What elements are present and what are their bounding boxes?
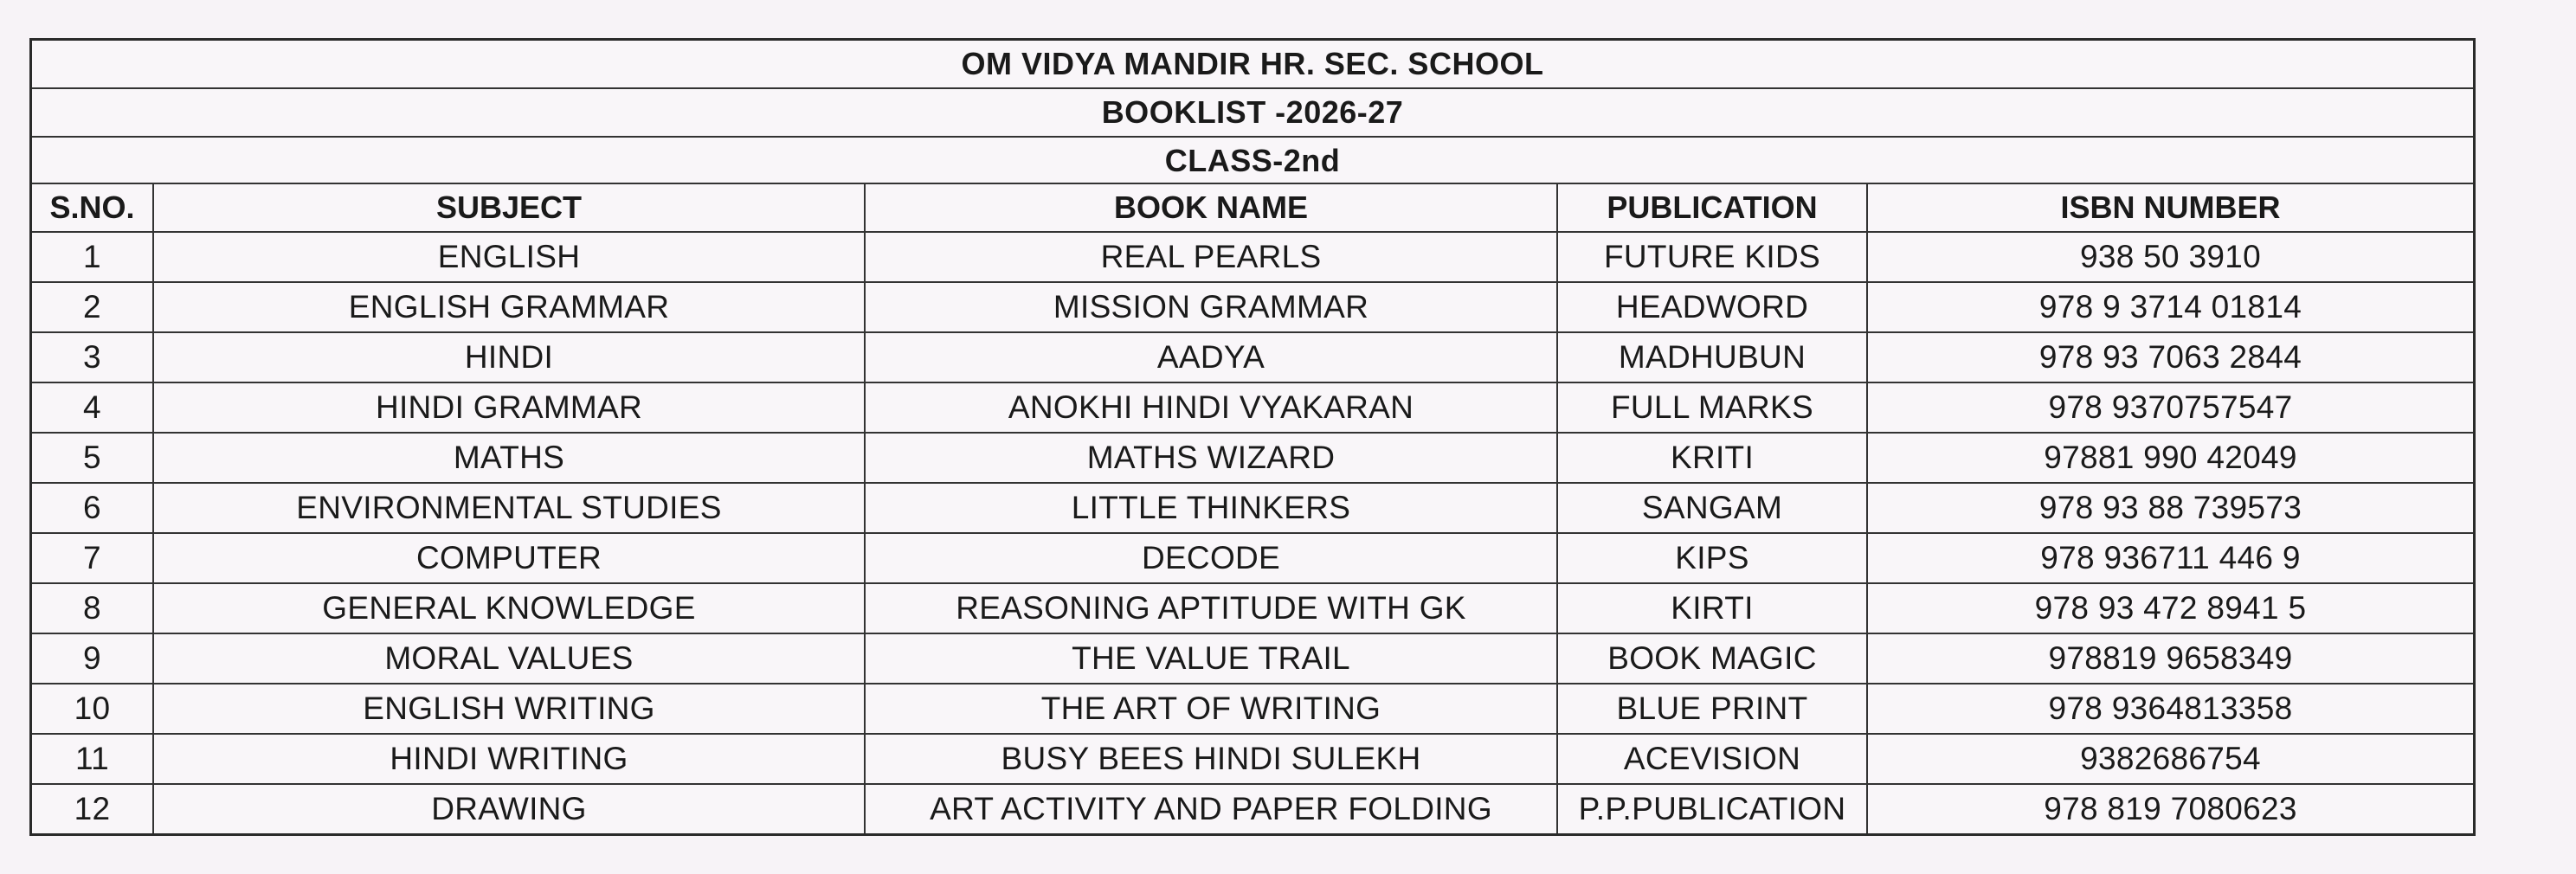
cell-sno: 10 <box>32 684 153 734</box>
table-row <box>32 483 2473 533</box>
cell-publication: FULL MARKS <box>1557 382 1867 433</box>
cell-sno: 6 <box>32 483 153 533</box>
cell-sno: 2 <box>32 282 153 332</box>
cell-publication: BOOK MAGIC <box>1557 633 1867 684</box>
cell-book-name: MISSION GRAMMAR <box>865 282 1557 332</box>
cell-isbn: 978 9 3714 01814 <box>1867 282 2473 332</box>
cell-subject: ENGLISH <box>153 232 865 282</box>
cell-publication: P.P.PUBLICATION <box>1557 784 1867 833</box>
cell-isbn: 978 93 88 739573 <box>1867 483 2473 533</box>
cell-subject: ENGLISH GRAMMAR <box>153 282 865 332</box>
cell-isbn: 97881 990 42049 <box>1867 433 2473 483</box>
table-row <box>32 282 2473 332</box>
cell-publication: HEADWORD <box>1557 282 1867 332</box>
cell-subject: HINDI WRITING <box>153 734 865 784</box>
cell-sno: 12 <box>32 784 153 833</box>
cell-sno: 9 <box>32 633 153 684</box>
cell-publication: FUTURE KIDS <box>1557 232 1867 282</box>
table-row <box>32 734 2473 784</box>
cell-publication: ACEVISION <box>1557 734 1867 784</box>
cell-subject: COMPUTER <box>153 533 865 583</box>
cell-isbn: 978 93 7063 2844 <box>1867 332 2473 382</box>
cell-subject: HINDI GRAMMAR <box>153 382 865 433</box>
cell-sno: 4 <box>32 382 153 433</box>
cell-book-name: REAL PEARLS <box>865 232 1557 282</box>
cell-book-name: REASONING APTITUDE WITH GK <box>865 583 1557 633</box>
table-row <box>32 784 2473 833</box>
header-sno: S.NO. <box>32 184 153 232</box>
table-row <box>32 332 2473 382</box>
cell-publication: SANGAM <box>1557 483 1867 533</box>
school-name: OM VIDYA MANDIR HR. SEC. SCHOOL <box>32 41 2473 89</box>
cell-book-name: MATHS WIZARD <box>865 433 1557 483</box>
table-row <box>32 684 2473 734</box>
cell-subject: ENVIRONMENTAL STUDIES <box>153 483 865 533</box>
cell-book-name: AADYA <box>865 332 1557 382</box>
header-subject: SUBJECT <box>153 184 865 232</box>
cell-isbn: 938 50 3910 <box>1867 232 2473 282</box>
booklist-sheet <box>29 38 2476 836</box>
cell-publication: KIRTI <box>1557 583 1867 633</box>
booklist-title: BOOKLIST -2026-27 <box>32 89 2473 138</box>
cell-sno: 11 <box>32 734 153 784</box>
table-row <box>32 232 2473 282</box>
cell-publication: KRITI <box>1557 433 1867 483</box>
table-row <box>32 583 2473 633</box>
cell-publication: MADHUBUN <box>1557 332 1867 382</box>
cell-publication: BLUE PRINT <box>1557 684 1867 734</box>
cell-isbn: 978 819 7080623 <box>1867 784 2473 833</box>
header-book-name: BOOK NAME <box>865 184 1557 232</box>
cell-sno: 3 <box>32 332 153 382</box>
table-row <box>32 433 2473 483</box>
cell-book-name: BUSY BEES HINDI SULEKH <box>865 734 1557 784</box>
cell-book-name: ART ACTIVITY AND PAPER FOLDING <box>865 784 1557 833</box>
cell-publication: KIPS <box>1557 533 1867 583</box>
cell-sno: 8 <box>32 583 153 633</box>
cell-book-name: DECODE <box>865 533 1557 583</box>
cell-isbn: 9382686754 <box>1867 734 2473 784</box>
booklist-table <box>32 184 2473 833</box>
cell-book-name: THE VALUE TRAIL <box>865 633 1557 684</box>
table-row <box>32 382 2473 433</box>
cell-subject: HINDI <box>153 332 865 382</box>
table-header-row <box>32 184 2473 232</box>
table-row <box>32 533 2473 583</box>
cell-subject: DRAWING <box>153 784 865 833</box>
cell-book-name: LITTLE THINKERS <box>865 483 1557 533</box>
cell-isbn: 978 9364813358 <box>1867 684 2473 734</box>
cell-book-name: ANOKHI HINDI VYAKARAN <box>865 382 1557 433</box>
cell-subject: ENGLISH WRITING <box>153 684 865 734</box>
cell-isbn: 978 936711 446 9 <box>1867 533 2473 583</box>
cell-isbn: 978819 9658349 <box>1867 633 2473 684</box>
table-row <box>32 633 2473 684</box>
header-isbn: ISBN NUMBER <box>1867 184 2473 232</box>
cell-sno: 5 <box>32 433 153 483</box>
cell-subject: MORAL VALUES <box>153 633 865 684</box>
cell-sno: 7 <box>32 533 153 583</box>
cell-sno: 1 <box>32 232 153 282</box>
cell-isbn: 978 9370757547 <box>1867 382 2473 433</box>
header-publication: PUBLICATION <box>1557 184 1867 232</box>
cell-isbn: 978 93 472 8941 5 <box>1867 583 2473 633</box>
cell-book-name: THE ART OF WRITING <box>865 684 1557 734</box>
cell-subject: MATHS <box>153 433 865 483</box>
cell-subject: GENERAL KNOWLEDGE <box>153 583 865 633</box>
class-title: CLASS-2nd <box>32 138 2473 184</box>
